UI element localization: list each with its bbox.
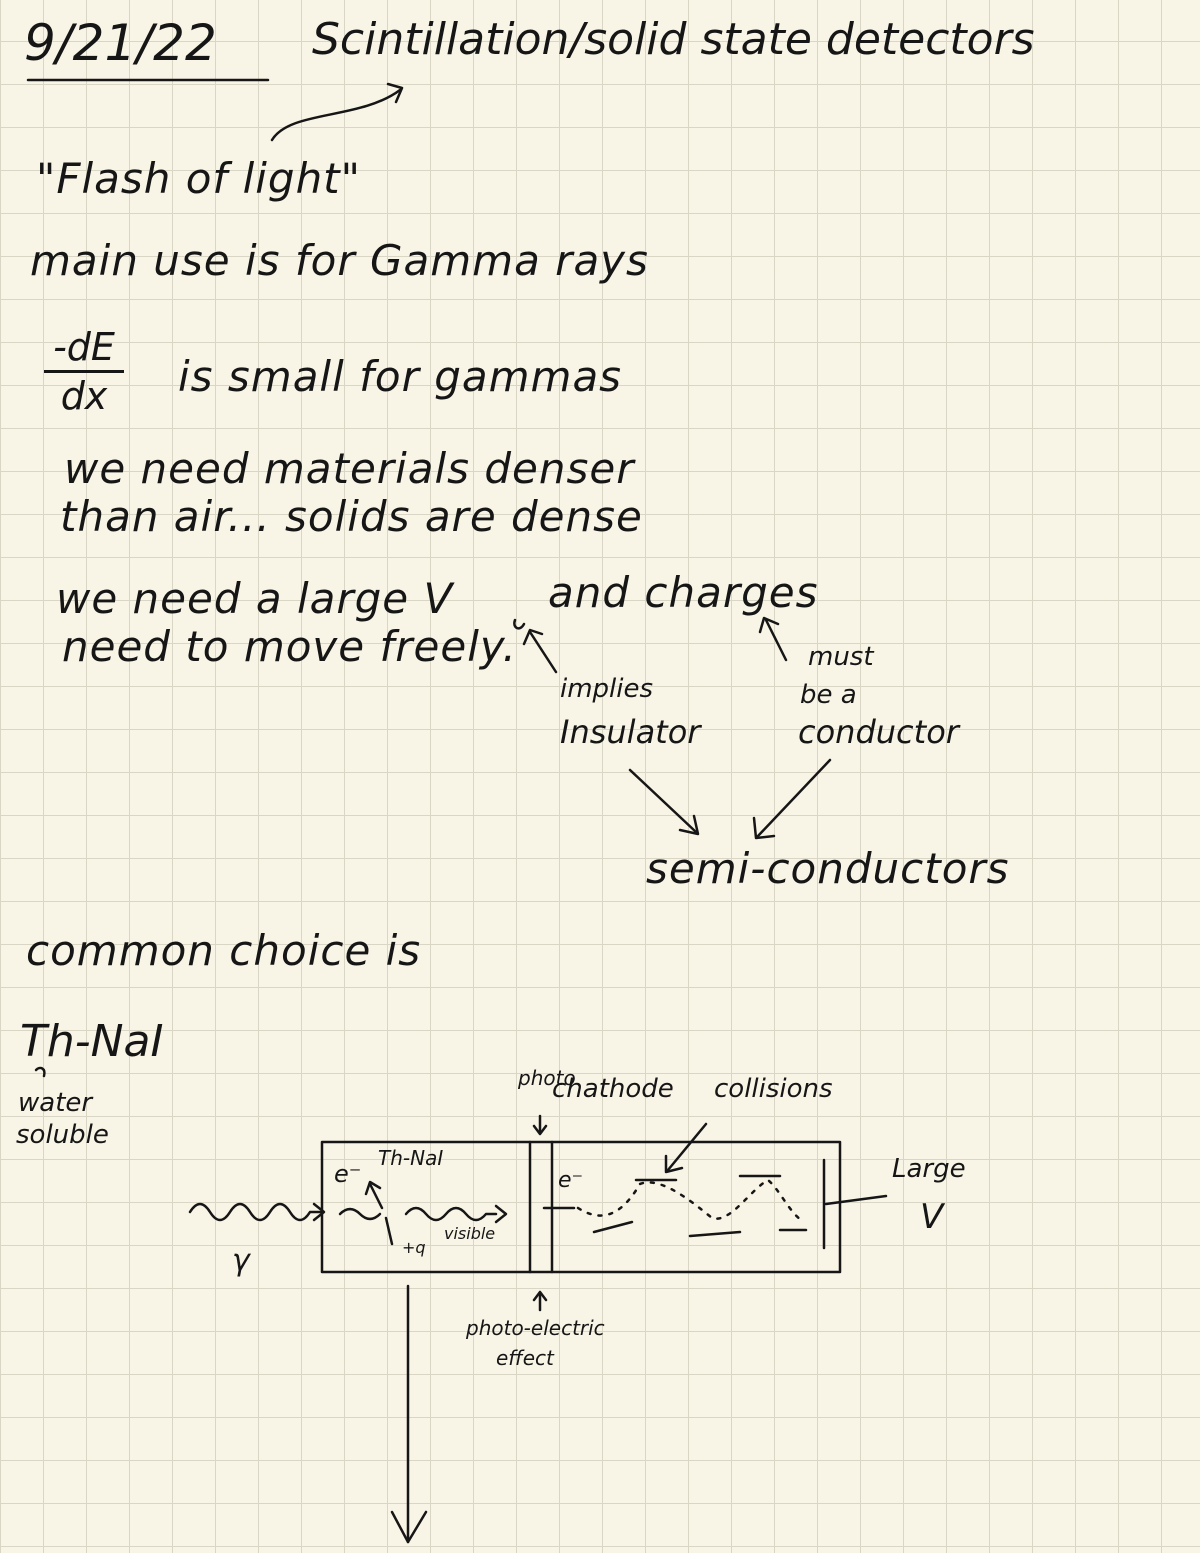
plus-q-label: +q	[402, 1238, 426, 1257]
implies-text: implies	[560, 674, 654, 704]
light-to-title-arrow	[272, 90, 400, 140]
electron-path	[340, 1209, 380, 1219]
plus-q-arrow	[386, 1218, 392, 1244]
note-title: Scintillation/solid state detectors	[312, 14, 1035, 65]
electron-right-label: e⁻	[558, 1168, 584, 1193]
fraction-denominator: dx	[60, 374, 108, 418]
must-text: must	[808, 642, 874, 672]
effect-label: effect	[496, 1346, 554, 1370]
detector-box	[322, 1142, 840, 1272]
visible-light-arrowhead	[496, 1206, 506, 1222]
be-a-text: be a	[800, 680, 857, 710]
large-label: Large	[892, 1154, 966, 1184]
visible-light-wave	[406, 1208, 496, 1220]
common-choice-text: common choice is	[26, 926, 422, 975]
electron-left-label: e⁻	[334, 1160, 362, 1188]
main-use-text: main use is for Gamma rays	[30, 236, 649, 285]
photo-electric-label: photo-electric	[466, 1316, 605, 1340]
note-date: 9/21/22	[24, 14, 217, 72]
voltage-line-1: we need a large V	[56, 574, 454, 623]
v-to-implies-arrow	[530, 632, 556, 672]
dynode-4	[690, 1232, 740, 1236]
large-v-lead	[826, 1196, 886, 1204]
gamma-symbol: γ	[232, 1243, 250, 1278]
soluble-text: soluble	[16, 1120, 109, 1150]
charges-to-must-arrow	[766, 620, 786, 660]
conductor-to-semi-arrow	[758, 760, 830, 836]
water-mark	[36, 1068, 44, 1076]
water-text: water	[18, 1088, 93, 1118]
dense-line-2: than air... solids are dense	[60, 492, 643, 541]
gamma-wave	[190, 1204, 322, 1220]
collisions-label: collisions	[714, 1074, 833, 1104]
dense-line-1: we need materials denser	[64, 444, 635, 493]
conductor-text: conductor	[798, 713, 959, 751]
dynode-3	[594, 1222, 632, 1232]
small-for-gammas-text: is small for gammas	[178, 352, 623, 401]
collisions-arrow	[668, 1124, 706, 1170]
crystal-label: Th-NaI	[378, 1146, 444, 1170]
voltage-line-2: need to move freely.	[62, 622, 517, 671]
semiconductors-text: semi-conductors	[646, 844, 1010, 893]
fraction-numerator: -dE	[53, 325, 115, 369]
flash-of-light-text: "Flash of light"	[36, 154, 361, 203]
v-label: V	[920, 1197, 944, 1237]
insulator-text: Insulator	[560, 713, 701, 751]
v-subscript-mark	[514, 620, 524, 628]
crystal-name: Th-NaI	[20, 1016, 164, 1067]
photo-label: photo	[518, 1066, 576, 1090]
insulator-to-semi-arrow	[630, 770, 696, 832]
voltage-line-1-tail: and charges	[548, 568, 819, 617]
chathode-label: chathode	[552, 1074, 674, 1104]
visible-label: visible	[444, 1224, 496, 1243]
electron-cascade-path	[578, 1180, 804, 1222]
